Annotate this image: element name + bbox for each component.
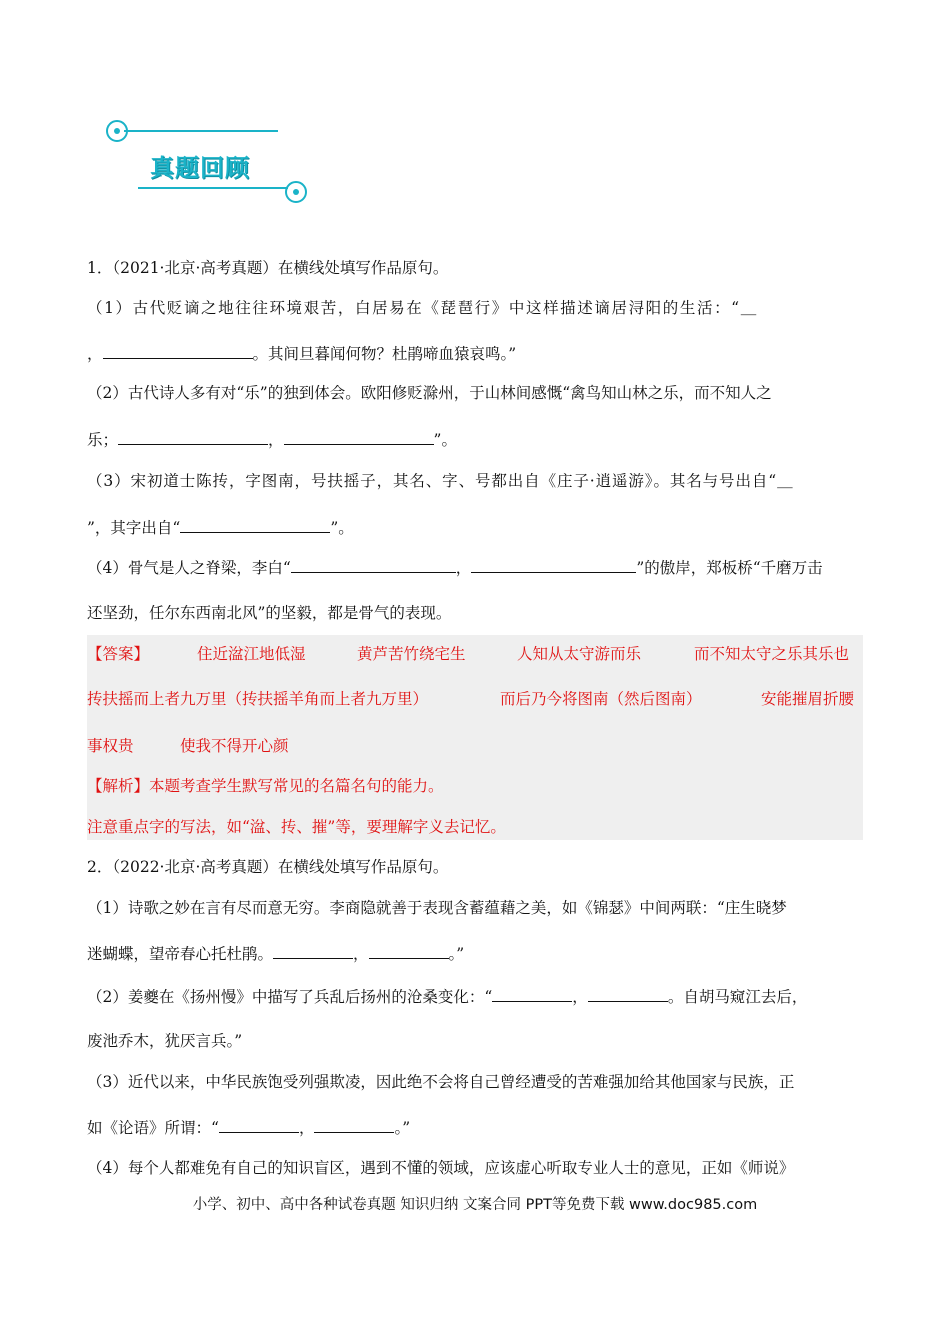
- text: 迷蝴蝶，望帝春心托杜鹃。: [87, 945, 274, 963]
- q2-part3-line2: [87, 1116, 867, 1139]
- text: ，: [268, 431, 284, 449]
- q1-part1-line1: [87, 297, 867, 319]
- text: ，: [572, 988, 588, 1006]
- q1-part3-line1: [87, 470, 867, 492]
- answer-item: 使我不得开心颜: [180, 737, 289, 755]
- text: （2）姜夔在《扬州慢》中描写了兵乱后扬州的沧桑变化：“: [87, 988, 493, 1006]
- q1-part2-line2: [87, 428, 867, 451]
- text: ”，其字出自“: [87, 519, 181, 537]
- answer-blank: [471, 556, 636, 573]
- answer-blank: [369, 942, 449, 959]
- q1-part3-line2: [87, 516, 867, 539]
- answer-item: 黄芦苦竹绕宅生: [357, 645, 466, 663]
- answer-item: 抟扶摇而上者九万里（抟扶摇羊角而上者九万里）: [87, 690, 429, 708]
- text: （3）宋初道士陈抟，字图南，号扶摇子，其名、字、号都出自《庄子·逍遥游》。其名与号出自“＿: [87, 472, 794, 490]
- analysis-label: 【解析】: [87, 777, 150, 795]
- q2-part1-line1: （1）诗歌之妙在言有尽而意无穷。李商隐就善于表现含蓄蕴藉之美，如《锦瑟》中间两联：“庄生晓梦: [87, 899, 787, 917]
- answer-item: 而后乃今将图南（然后图南）: [500, 690, 702, 708]
- q2-part2-line1: [87, 985, 867, 1008]
- answer-blank: [118, 428, 268, 445]
- q2-part1-line2: [87, 942, 867, 965]
- q1-part4-line2: 还坚劲，任尔东西南北风”的坚毅，都是骨气的表现。: [87, 604, 452, 622]
- answer-item: 而不知太守之乐其乐也: [694, 645, 850, 663]
- text: ”的傲岸，郑板桥“千磨万击: [636, 559, 823, 577]
- q1-part2-line1: （2）古代诗人多有对“乐”的独到体会。欧阳修贬滁州，于山林间感慨“禽鸟知山林之乐，而不知人之: [87, 384, 772, 402]
- q1-part4-line1: [87, 556, 867, 579]
- text: ，: [87, 345, 103, 363]
- text: 。自胡马窥江去后，: [667, 988, 808, 1006]
- answer-blank: [180, 516, 330, 533]
- answer-item: 事权贵: [87, 737, 134, 755]
- answer-item: 安能摧眉折腰: [761, 690, 855, 708]
- answer-blank: [103, 342, 253, 359]
- answer-blank: [284, 428, 434, 445]
- answer-blank: [291, 556, 456, 573]
- analysis-text: 本题考查学生默写常见的名篇名句的能力。: [149, 777, 444, 795]
- answer-blank: [219, 1116, 299, 1133]
- q1-part1-text: （1）古代贬谪之地往往环境艰苦，白居易在《琵琶行》中这样描述谪居浔阳的生活：“＿: [87, 299, 758, 317]
- answer-blank: [492, 985, 572, 1002]
- q2-part4-line1: （4）每个人都难免有自己的知识盲区，遇到不懂的领域，应该虚心听取专业人士的意见，正如《师说》: [87, 1159, 795, 1177]
- text: 。”: [394, 1119, 411, 1137]
- q2-part2-line2: 废池乔木，犹厌言兵。”: [87, 1032, 243, 1050]
- q2-stem: 2．（2022·北京·高考真题）在横线处填写作品原句。: [87, 858, 449, 876]
- text: 。其间旦暮闻何物？杜鹃啼血猿哀鸣。”: [252, 345, 517, 363]
- text: （4）骨气是人之脊梁，李白“: [87, 559, 291, 577]
- text: 乐；: [87, 431, 119, 449]
- badge-title: 真题回顾: [150, 154, 250, 182]
- answer-item: 住近湓江地低湿: [197, 645, 306, 663]
- answer-blank: [314, 1116, 394, 1133]
- q1-part1-line2: [87, 342, 867, 365]
- text: ，: [455, 559, 472, 577]
- answer-label: 【答案】: [87, 645, 150, 663]
- text: 如《论语》所谓：“: [87, 1119, 219, 1137]
- q2-part3-line1: （3）近代以来，中华民族饱受列强欺凌，因此绝不会将自己曾经遭受的苦难强加给其他国家与民族，正: [87, 1073, 795, 1091]
- answer-blank: [588, 985, 668, 1002]
- footer-banner: 小学、初中、高中各种试卷真题 知识归纳 文案合同 PPT等免费下载 www.doc985.com: [192, 1197, 758, 1213]
- answer-blank: [273, 942, 353, 959]
- text: 。”: [448, 945, 465, 963]
- section-badge: [98, 112, 313, 212]
- answer-item: 人知从太守游而乐: [517, 645, 642, 663]
- text: ”。: [433, 431, 457, 449]
- analysis-note-text: 注意重点字的写法，如“湓、抟、摧”等，要理解字义去记忆。: [87, 818, 506, 836]
- text: ”。: [330, 519, 354, 537]
- text: ，: [298, 1119, 315, 1137]
- q1-stem: 1．（2021·北京·高考真题）在横线处填写作品原句。: [87, 259, 449, 277]
- text: ，: [353, 945, 369, 963]
